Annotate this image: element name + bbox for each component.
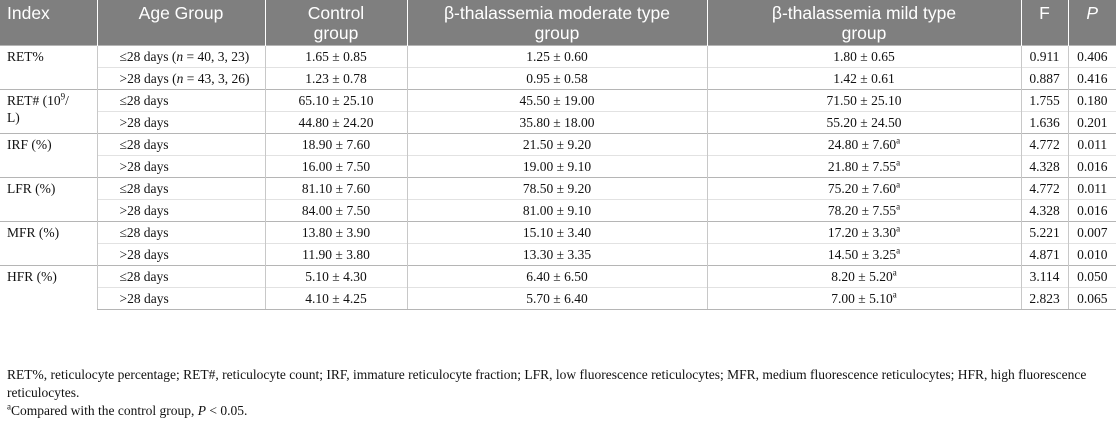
table-row <box>0 200 1116 222</box>
moderate-cell: 1.25 ± 0.60 <box>407 46 707 68</box>
p-cell: 0.050 <box>1068 266 1116 288</box>
age-cell: >28 days <box>97 156 265 178</box>
moderate-cell: 45.50 ± 19.00 <box>407 90 707 112</box>
moderate-cell: 81.00 ± 9.10 <box>407 200 707 222</box>
index-cell: RET# ($10^9/$ L) <box>0 90 97 134</box>
control-cell: 4.10 ± 4.25 <box>265 288 407 310</box>
f-cell: 4.328 <box>1021 156 1068 178</box>
mild-cell: 1.80 ± 0.65 <box>707 46 1021 68</box>
moderate-cell: 19.00 ± 9.10 <box>407 156 707 178</box>
index-cell: MFR (%) <box>0 222 97 266</box>
table-row <box>0 156 1116 178</box>
f-cell: 4.772 <box>1021 178 1068 200</box>
control-cell: 18.90 ± 7.60 <box>265 134 407 156</box>
f-cell: 0.911 <box>1021 46 1068 68</box>
age-cell: >28 days <box>97 200 265 222</box>
table-row <box>0 46 1116 68</box>
table-row <box>0 134 1116 156</box>
p-cell: 0.016 <box>1068 200 1116 222</box>
table-footnotes <box>7 366 1107 420</box>
f-cell: 2.823 <box>1021 288 1068 310</box>
moderate-cell: 35.80 ± 18.00 <box>407 112 707 134</box>
age-cell: ≤28 days <box>97 266 265 288</box>
moderate-cell: 0.95 ± 0.58 <box>407 68 707 90</box>
age-cell: ≤28 days <box>97 222 265 244</box>
table-row <box>0 266 1116 288</box>
f-cell: 1.636 <box>1021 112 1068 134</box>
control-cell: 16.00 ± 7.50 <box>265 156 407 178</box>
header-age-group: Age Group <box>97 0 265 46</box>
mild-cell: 8.20 ± 5.20$^a$ <box>707 266 1021 288</box>
control-cell: 1.65 ± 0.85 <box>265 46 407 68</box>
control-cell: 11.90 ± 3.80 <box>265 244 407 266</box>
f-cell: 4.871 <box>1021 244 1068 266</box>
age-cell: >28 days (n = 43, 3, 26) <box>97 68 265 90</box>
table-row <box>0 68 1116 90</box>
index-cell: HFR (%) <box>0 266 97 310</box>
p-cell: 0.010 <box>1068 244 1116 266</box>
age-cell: ≤28 days <box>97 90 265 112</box>
p-cell: 0.416 <box>1068 68 1116 90</box>
p-cell: 0.011 <box>1068 134 1116 156</box>
moderate-cell: 78.50 ± 9.20 <box>407 178 707 200</box>
age-cell: ≤28 days <box>97 178 265 200</box>
mild-cell: 21.80 ± 7.55$^a$ <box>707 156 1021 178</box>
control-cell: 1.23 ± 0.78 <box>265 68 407 90</box>
f-cell: 1.755 <box>1021 90 1068 112</box>
header-index: Index <box>0 0 97 46</box>
header-moderate-group: β-thalassemia moderate type group <box>407 0 707 46</box>
control-cell: 13.80 ± 3.90 <box>265 222 407 244</box>
table-row <box>0 244 1116 266</box>
control-cell: 65.10 ± 25.10 <box>265 90 407 112</box>
mild-cell: 78.20 ± 7.55$^a$ <box>707 200 1021 222</box>
mild-cell: 17.20 ± 3.30$^a$ <box>707 222 1021 244</box>
mild-cell: 71.50 ± 25.10 <box>707 90 1021 112</box>
p-cell: 0.065 <box>1068 288 1116 310</box>
table-row <box>0 178 1116 200</box>
f-cell: 5.221 <box>1021 222 1068 244</box>
mild-cell: 24.80 ± 7.60$^a$ <box>707 134 1021 156</box>
p-cell: 0.007 <box>1068 222 1116 244</box>
p-cell: 0.011 <box>1068 178 1116 200</box>
f-cell: 3.114 <box>1021 266 1068 288</box>
table-row <box>0 90 1116 112</box>
f-cell: 4.328 <box>1021 200 1068 222</box>
p-cell: 0.201 <box>1068 112 1116 134</box>
abbreviations-note: RET%, reticulocyte percentage; RET#, reticulocyte count; IRF, immature reticulocyte fraction; LFR, low fluorescence reticulocytes; MFR, medium fluorescence reticulocytes; HFR, high fluorescence reticulocytes. <box>7 367 1087 400</box>
age-cell: >28 days <box>97 244 265 266</box>
age-cell: ≤28 days (n = 40, 3, 23) <box>97 46 265 68</box>
moderate-cell: 21.50 ± 9.20 <box>407 134 707 156</box>
mild-cell: 7.00 ± 5.10$^a$ <box>707 288 1021 310</box>
moderate-cell: 15.10 ± 3.40 <box>407 222 707 244</box>
control-cell: 81.10 ± 7.60 <box>265 178 407 200</box>
table-row <box>0 288 1116 310</box>
table-header-row <box>0 0 1116 46</box>
age-cell: >28 days <box>97 112 265 134</box>
age-cell: ≤28 days <box>97 134 265 156</box>
age-cell: >28 days <box>97 288 265 310</box>
header-control-group: Control group <box>265 0 407 46</box>
significance-note: $^a$Compared with the control group, P < 0.05. <box>7 401 248 418</box>
moderate-cell: 13.30 ± 3.35 <box>407 244 707 266</box>
header-p: P <box>1068 0 1116 46</box>
control-cell: 44.80 ± 24.20 <box>265 112 407 134</box>
table-row <box>0 112 1116 134</box>
control-cell: 84.00 ± 7.50 <box>265 200 407 222</box>
index-cell: IRF (%) <box>0 134 97 178</box>
mild-cell: 75.20 ± 7.60$^a$ <box>707 178 1021 200</box>
moderate-cell: 6.40 ± 6.50 <box>407 266 707 288</box>
header-mild-group: β-thalassemia mild type group <box>707 0 1021 46</box>
header-f: F <box>1021 0 1068 46</box>
control-cell: 5.10 ± 4.30 <box>265 266 407 288</box>
mild-cell: 55.20 ± 24.50 <box>707 112 1021 134</box>
table-row <box>0 222 1116 244</box>
index-cell: LFR (%) <box>0 178 97 222</box>
index-cell: RET% <box>0 46 97 90</box>
mild-cell: 14.50 ± 3.25$^a$ <box>707 244 1021 266</box>
moderate-cell: 5.70 ± 6.40 <box>407 288 707 310</box>
f-cell: 4.772 <box>1021 134 1068 156</box>
mild-cell: 1.42 ± 0.61 <box>707 68 1021 90</box>
p-cell: 0.180 <box>1068 90 1116 112</box>
f-cell: 0.887 <box>1021 68 1068 90</box>
p-cell: 0.016 <box>1068 156 1116 178</box>
p-cell: 0.406 <box>1068 46 1116 68</box>
